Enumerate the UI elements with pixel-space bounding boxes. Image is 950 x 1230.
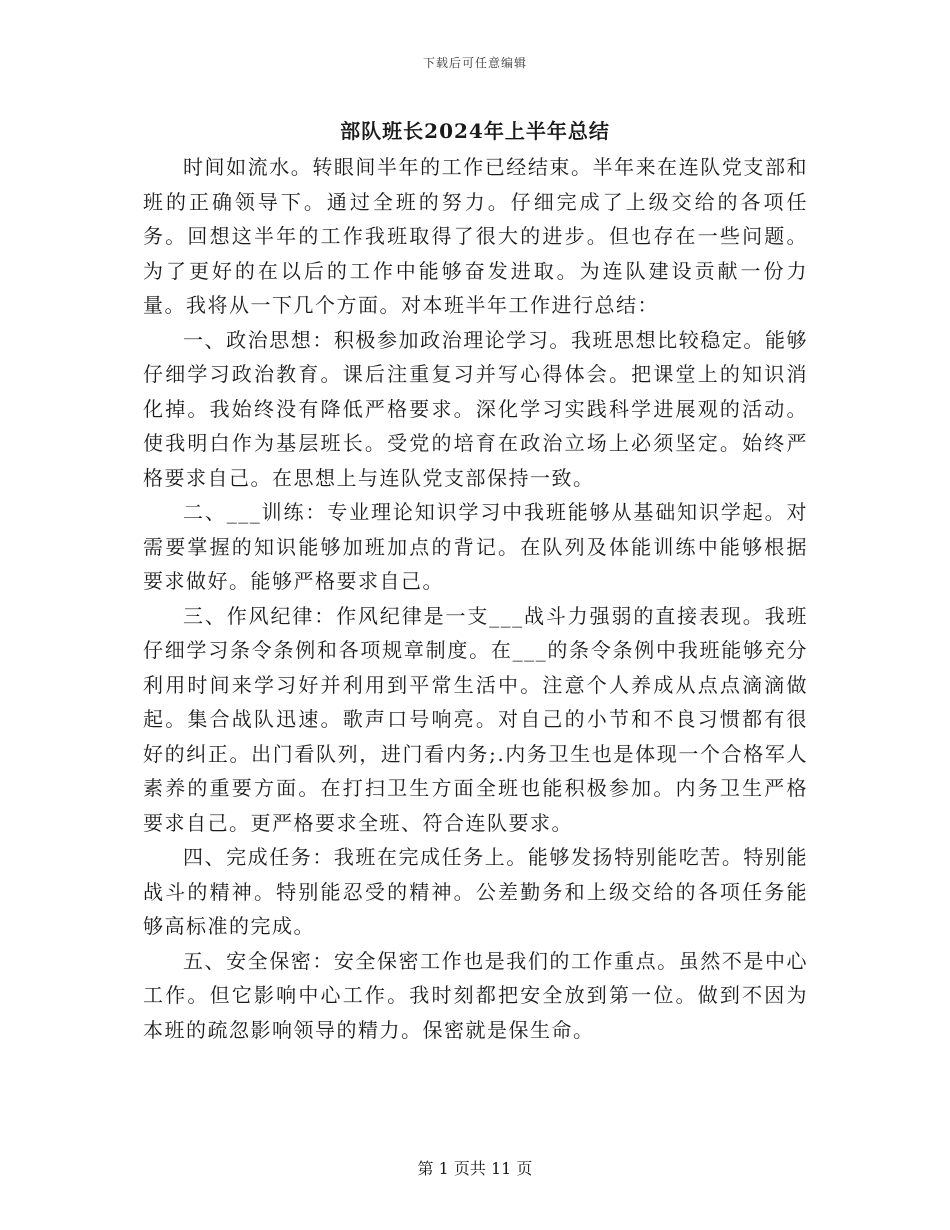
paragraph-tasks: 四、完成任务：我班在完成任务上。能够发扬特别能吃苦。特别能战斗的精神。特别能忍受的精神。公差勤务和上级交给的各项任务能够高标准的完成。 [143,845,808,938]
paragraph-political-thought: 一、政治思想：积极参加政治理论学习。我班思想比较稳定。能够仔细学习政治教育。课后注重复习并写心得体会。把课堂上的知识消化掉。我始终没有降低严格要求。深化学习实践科学进展观的活动。使我明白作为基层班长。受党的培育在政治立场上必须坚定。始终严格要求自己。在思想上与连队党支部保持一致。 [143,327,808,490]
document-body [143,150,808,1047]
page-number: 第 1 页共 11 页 [417,1159,533,1178]
paragraph-security: 五、安全保密：安全保密工作也是我们的工作重点。虽然不是中心工作。但它影响中心工作。我时刻都把安全放到第一位。做到不因为本班的疏忽影响领导的精力。保密就是保生命。 [143,948,808,1042]
document-title: 部队班长2024年上半年总结 [340,119,610,143]
paragraph-intro: 时间如流水。转眼间半年的工作已经结束。半年来在连队党支部和班的正确领导下。通过全班的努力。仔细完成了上级交给的各项任务。回想这半年的工作我班取得了很大的进步。但也存在一些问题。为了更好的在以后的工作中能够奋发进取。为连队建设贡献一份力量。我将从一下几个方面。对本班半年工作进行总结： [143,155,808,317]
paragraph-training: 二、___训练：专业理论知识学习中我班能够从基础知识学起。对需要掌握的知识能够加班加点的背记。在队列及体能训练中能够根据要求做好。能够严格要求自己。 [143,500,808,593]
page-header-note: 下载后可任意编辑 [422,56,527,70]
paragraph-discipline: 三、作风纪律：作风纪律是一支___战斗力强弱的直接表现。我班仔细学习条令条例和各项规章制度。在___的条令条例中我班能够充分利用时间来学习好并利用到平常生活中。注意个人养成从点点滴滴做起。集合战队迅速。歌声口号响亮。对自己的小节和不良习惯都有很好的纠正。出门看队列，进门看内务;.内务卫生也是体现一个合格军人素养的重要方面。在打扫卫生方面全班也能积极参加。内务卫生严格要求自己。更严格要求全班、符合连队要求。 [143,603,808,835]
